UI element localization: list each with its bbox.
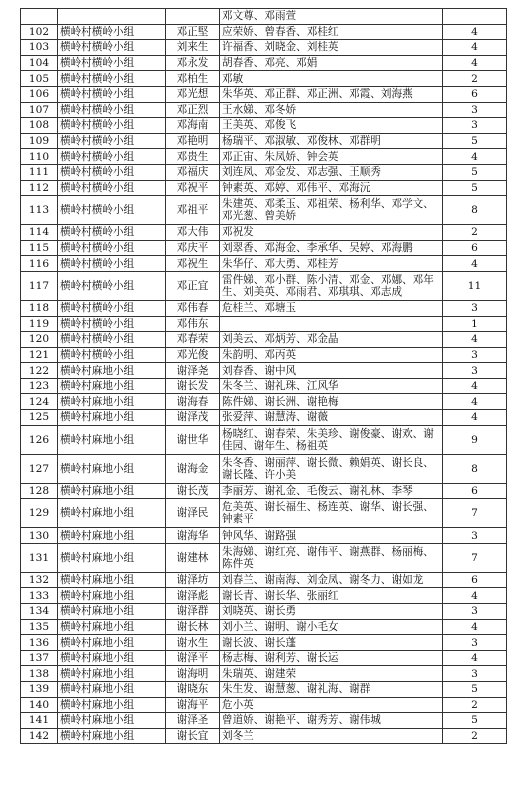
table-row [21, 666, 507, 682]
family-members: 陈件娣、谢长洲、谢艳梅 [220, 394, 443, 410]
table-row [21, 635, 507, 651]
member-count: 4 [443, 650, 507, 666]
family-members: 刘美云、邓炳芳、邓金晶 [220, 332, 443, 348]
household-head: 邓祝平 [166, 180, 220, 196]
row-number: 119 [21, 316, 58, 332]
family-members: 谢长波、谢长蓬 [220, 635, 443, 651]
table-row [21, 240, 507, 256]
family-members: 刘春兰、谢南海、刘金凤、谢冬力、谢如龙 [220, 572, 443, 588]
family-members: 张爱萍、谢慧涛、谢薇 [220, 410, 443, 426]
table-row [21, 256, 507, 272]
row-number: 134 [21, 604, 58, 620]
family-members: 钟素英、邓婷、邓伟平、邓海沅 [220, 180, 443, 196]
table-row [21, 604, 507, 620]
member-count: 6 [443, 572, 507, 588]
member-count: 4 [443, 55, 507, 71]
family-members: 邓文尊、邓雨萱 [220, 9, 443, 25]
village-group: 横岭村麻地小组 [58, 425, 166, 454]
member-count: 3 [443, 666, 507, 682]
village-group: 横岭村麻地小组 [58, 619, 166, 635]
family-members: 刘冬兰 [220, 728, 443, 744]
row-number: 122 [21, 363, 58, 379]
member-count: 3 [443, 528, 507, 544]
row-number: 141 [21, 713, 58, 729]
village-group: 横岭村横岭小组 [58, 256, 166, 272]
household-head: 邓春荣 [166, 332, 220, 348]
row-number: 142 [21, 728, 58, 744]
table-row [21, 149, 507, 165]
table-row [21, 316, 507, 332]
household-head: 邓福庆 [166, 164, 220, 180]
household-head: 邓海南 [166, 118, 220, 134]
family-members: 危桂兰、邓塘玉 [220, 300, 443, 316]
household-head: 谢海明 [166, 666, 220, 682]
member-count: 4 [443, 24, 507, 40]
row-number: 121 [21, 347, 58, 363]
household-head: 谢泽圣 [166, 713, 220, 729]
village-group: 横岭村横岭小组 [58, 118, 166, 134]
family-members: 邓祝发 [220, 225, 443, 241]
household-head: 谢泽茂 [166, 410, 220, 426]
table-row [21, 196, 507, 225]
member-count: 4 [443, 619, 507, 635]
household-head: 邓正堅 [166, 24, 220, 40]
family-members: 朱华仔、邓大勇、邓桂芳 [220, 256, 443, 272]
table-row [21, 543, 507, 572]
family-members: 杨晓红、谢春荣、朱美珍、谢俊豪、谢欢、谢佳园、谢年生、杨祖英 [220, 425, 443, 454]
household-head: 谢长宜 [166, 728, 220, 744]
family-members: 刘小兰、谢明、谢小毛女 [220, 619, 443, 635]
table-row [21, 619, 507, 635]
member-count: 3 [443, 102, 507, 118]
village-group: 横岭村横岭小组 [58, 71, 166, 87]
table-row [21, 378, 507, 394]
family-members [220, 316, 443, 332]
family-members: 雷件娣、邓小群、陈小清、邓金、邓娜、邓年生、刘美英、邓雨君、邓琪琪、邓志成 [220, 271, 443, 300]
row-number: 111 [21, 164, 58, 180]
table-row [21, 483, 507, 499]
row-number: 102 [21, 24, 58, 40]
table-row [21, 713, 507, 729]
family-members: 邓正宙、朱凤娇、钟会英 [220, 149, 443, 165]
family-members: 李丽芳、谢礼金、毛俊云、谢礼林、李琴 [220, 483, 443, 499]
household-head: 谢泽彪 [166, 588, 220, 604]
row-number: 126 [21, 425, 58, 454]
household-head: 谢海平 [166, 697, 220, 713]
table-row [21, 9, 507, 25]
member-count: 5 [443, 682, 507, 698]
household-head: 谢泽群 [166, 604, 220, 620]
table-row [21, 164, 507, 180]
family-members: 杨瑞平、邓淑敏、邓俊林、邓群明 [220, 133, 443, 149]
household-roster-table [20, 8, 507, 744]
family-members: 刘春香、谢中风 [220, 363, 443, 379]
row-number: 116 [21, 256, 58, 272]
household-head: 谢世华 [166, 425, 220, 454]
family-members: 朱海娣、谢红亮、谢伟平、谢燕群、杨丽梅、陈件英 [220, 543, 443, 572]
member-count: 11 [443, 271, 507, 300]
village-group: 横岭村横岭小组 [58, 55, 166, 71]
row-number: 128 [21, 483, 58, 499]
member-count: 4 [443, 378, 507, 394]
row-number: 129 [21, 499, 58, 528]
member-count: 5 [443, 164, 507, 180]
family-members: 朱生发、谢慧葱、谢礼海、谢群 [220, 682, 443, 698]
household-head: 谢泽民 [166, 499, 220, 528]
member-count: 6 [443, 240, 507, 256]
household-head: 邓艳明 [166, 133, 220, 149]
family-members: 朱建英、邓柔玉、邓祖荣、杨利华、邓学文、邓光葱、曾美娇 [220, 196, 443, 225]
member-count: 4 [443, 588, 507, 604]
household-head: 邓光想 [166, 86, 220, 102]
row-number: 104 [21, 55, 58, 71]
family-members: 危小英 [220, 697, 443, 713]
member-count: 4 [443, 256, 507, 272]
village-group: 横岭村麻地小组 [58, 728, 166, 744]
household-head: 邓祖平 [166, 196, 220, 225]
row-number: 118 [21, 300, 58, 316]
household-head: 谢海金 [166, 454, 220, 483]
table-row [21, 71, 507, 87]
household-head [166, 9, 220, 25]
family-members: 朱冬兰、谢礼珠、江风华 [220, 378, 443, 394]
family-members: 钟风华、谢路强 [220, 528, 443, 544]
household-head: 邓伟春 [166, 300, 220, 316]
family-members: 朱华英、邓正群、邓正洲、邓霞、刘海燕 [220, 86, 443, 102]
table-row [21, 410, 507, 426]
table-row [21, 499, 507, 528]
family-members: 谢长青、谢长华、张丽红 [220, 588, 443, 604]
member-count: 2 [443, 71, 507, 87]
table-row [21, 454, 507, 483]
village-group: 横岭村横岭小组 [58, 332, 166, 348]
member-count: 6 [443, 483, 507, 499]
household-head: 邓伟东 [166, 316, 220, 332]
row-number: 109 [21, 133, 58, 149]
village-group: 横岭村麻地小组 [58, 604, 166, 620]
household-head: 谢建林 [166, 543, 220, 572]
row-number: 103 [21, 40, 58, 56]
family-members: 刘连凤、邓金发、邓志强、王顺秀 [220, 164, 443, 180]
member-count: 3 [443, 300, 507, 316]
family-members: 应荣娇、曾春香、邓桂红 [220, 24, 443, 40]
household-head: 谢泽坊 [166, 572, 220, 588]
household-head: 谢水生 [166, 635, 220, 651]
household-head: 邓光俊 [166, 347, 220, 363]
row-number: 132 [21, 572, 58, 588]
household-head: 邓柏生 [166, 71, 220, 87]
household-head: 邓庆平 [166, 240, 220, 256]
row-number [21, 9, 58, 25]
row-number: 133 [21, 588, 58, 604]
village-group: 横岭村横岭小组 [58, 271, 166, 300]
family-members: 朱韵明、邓丙英 [220, 347, 443, 363]
member-count: 8 [443, 196, 507, 225]
row-number: 105 [21, 71, 58, 87]
family-members: 刘翠香、邓海金、李承华、吴婷、邓海鹏 [220, 240, 443, 256]
village-group: 横岭村麻地小组 [58, 635, 166, 651]
table-row [21, 133, 507, 149]
member-count: 5 [443, 713, 507, 729]
village-group: 横岭村横岭小组 [58, 102, 166, 118]
table-row [21, 300, 507, 316]
household-head: 谢长林 [166, 619, 220, 635]
village-group: 横岭村横岭小组 [58, 347, 166, 363]
table-row [21, 180, 507, 196]
member-count: 4 [443, 332, 507, 348]
village-group: 横岭村麻地小组 [58, 682, 166, 698]
member-count: 2 [443, 225, 507, 241]
row-number: 131 [21, 543, 58, 572]
family-members: 刘晓英、谢长勇 [220, 604, 443, 620]
village-group: 横岭村麻地小组 [58, 394, 166, 410]
village-group: 横岭村麻地小组 [58, 666, 166, 682]
table-row [21, 332, 507, 348]
village-group: 横岭村麻地小组 [58, 588, 166, 604]
table-row [21, 425, 507, 454]
family-members: 朱冬香、谢丽萍、谢长微、赖娟英、谢长良、谢长隆、许小美 [220, 454, 443, 483]
village-group: 横岭村麻地小组 [58, 713, 166, 729]
family-members: 许福香、刘晓金、刘桂英 [220, 40, 443, 56]
table-row [21, 102, 507, 118]
village-group: 横岭村横岭小组 [58, 86, 166, 102]
row-number: 115 [21, 240, 58, 256]
table-row [21, 24, 507, 40]
household-head: 邓祝生 [166, 256, 220, 272]
household-head: 邓永发 [166, 55, 220, 71]
member-count: 3 [443, 635, 507, 651]
member-count [443, 9, 507, 25]
table-row [21, 55, 507, 71]
table-row [21, 347, 507, 363]
member-count: 1 [443, 316, 507, 332]
village-group [58, 9, 166, 25]
table-row [21, 40, 507, 56]
member-count: 4 [443, 410, 507, 426]
member-count: 5 [443, 133, 507, 149]
row-number: 124 [21, 394, 58, 410]
member-count: 8 [443, 454, 507, 483]
table-row [21, 86, 507, 102]
village-group: 横岭村横岭小组 [58, 149, 166, 165]
row-number: 125 [21, 410, 58, 426]
member-count: 3 [443, 363, 507, 379]
village-group: 横岭村麻地小组 [58, 543, 166, 572]
household-head: 谢长茂 [166, 483, 220, 499]
village-group: 横岭村麻地小组 [58, 528, 166, 544]
member-count: 7 [443, 499, 507, 528]
row-number: 107 [21, 102, 58, 118]
household-head: 刘来生 [166, 40, 220, 56]
row-number: 123 [21, 378, 58, 394]
household-head: 邓正宜 [166, 271, 220, 300]
table-row [21, 728, 507, 744]
member-count: 2 [443, 728, 507, 744]
row-number: 139 [21, 682, 58, 698]
village-group: 横岭村麻地小组 [58, 363, 166, 379]
village-group: 横岭村麻地小组 [58, 410, 166, 426]
row-number: 108 [21, 118, 58, 134]
village-group: 横岭村横岭小组 [58, 225, 166, 241]
row-number: 127 [21, 454, 58, 483]
household-head: 谢海华 [166, 528, 220, 544]
village-group: 横岭村横岭小组 [58, 240, 166, 256]
village-group: 横岭村麻地小组 [58, 499, 166, 528]
table-row [21, 394, 507, 410]
row-number: 135 [21, 619, 58, 635]
row-number: 120 [21, 332, 58, 348]
row-number: 110 [21, 149, 58, 165]
village-group: 横岭村麻地小组 [58, 378, 166, 394]
row-number: 136 [21, 635, 58, 651]
table-row [21, 118, 507, 134]
family-members: 王水娣、邓冬娇 [220, 102, 443, 118]
village-group: 横岭村横岭小组 [58, 300, 166, 316]
village-group: 横岭村横岭小组 [58, 316, 166, 332]
row-number: 113 [21, 196, 58, 225]
table-row [21, 572, 507, 588]
member-count: 3 [443, 604, 507, 620]
village-group: 横岭村横岭小组 [58, 40, 166, 56]
family-members: 胡春香、邓亮、邓娟 [220, 55, 443, 71]
member-count: 4 [443, 394, 507, 410]
family-members: 邓敏 [220, 71, 443, 87]
village-group: 横岭村横岭小组 [58, 164, 166, 180]
member-count: 4 [443, 40, 507, 56]
village-group: 横岭村横岭小组 [58, 196, 166, 225]
household-head: 邓大伟 [166, 225, 220, 241]
row-number: 112 [21, 180, 58, 196]
table-row [21, 225, 507, 241]
household-head: 谢泽平 [166, 650, 220, 666]
row-number: 138 [21, 666, 58, 682]
family-members: 危美英、谢长福生、杨连英、谢华、谢长强、钟素平 [220, 499, 443, 528]
member-count: 3 [443, 347, 507, 363]
table-row [21, 650, 507, 666]
village-group: 横岭村麻地小组 [58, 697, 166, 713]
table-row [21, 588, 507, 604]
household-head: 邓贵生 [166, 149, 220, 165]
village-group: 横岭村麻地小组 [58, 650, 166, 666]
household-head: 谢晓东 [166, 682, 220, 698]
member-count: 2 [443, 697, 507, 713]
village-group: 横岭村麻地小组 [58, 572, 166, 588]
family-members: 曾道娇、谢艳平、谢秀芳、谢伟城 [220, 713, 443, 729]
table-row [21, 271, 507, 300]
table-row [21, 682, 507, 698]
household-head: 谢海春 [166, 394, 220, 410]
member-count: 9 [443, 425, 507, 454]
row-number: 117 [21, 271, 58, 300]
household-head: 邓正烈 [166, 102, 220, 118]
row-number: 114 [21, 225, 58, 241]
village-group: 横岭村麻地小组 [58, 483, 166, 499]
member-count: 7 [443, 543, 507, 572]
village-group: 横岭村麻地小组 [58, 454, 166, 483]
member-count: 5 [443, 180, 507, 196]
table-row [21, 528, 507, 544]
row-number: 130 [21, 528, 58, 544]
table-body [21, 9, 507, 744]
member-count: 6 [443, 86, 507, 102]
row-number: 106 [21, 86, 58, 102]
household-head: 谢泽尧 [166, 363, 220, 379]
village-group: 横岭村横岭小组 [58, 133, 166, 149]
member-count: 3 [443, 118, 507, 134]
table-row [21, 363, 507, 379]
village-group: 横岭村横岭小组 [58, 180, 166, 196]
member-count: 4 [443, 149, 507, 165]
table-row [21, 697, 507, 713]
village-group: 横岭村横岭小组 [58, 24, 166, 40]
row-number: 137 [21, 650, 58, 666]
family-members: 杨志梅、谢利芳、谢长运 [220, 650, 443, 666]
household-head: 谢长发 [166, 378, 220, 394]
family-members: 朱瑞英、谢建荣 [220, 666, 443, 682]
row-number: 140 [21, 697, 58, 713]
family-members: 王美英、邓俊飞 [220, 118, 443, 134]
